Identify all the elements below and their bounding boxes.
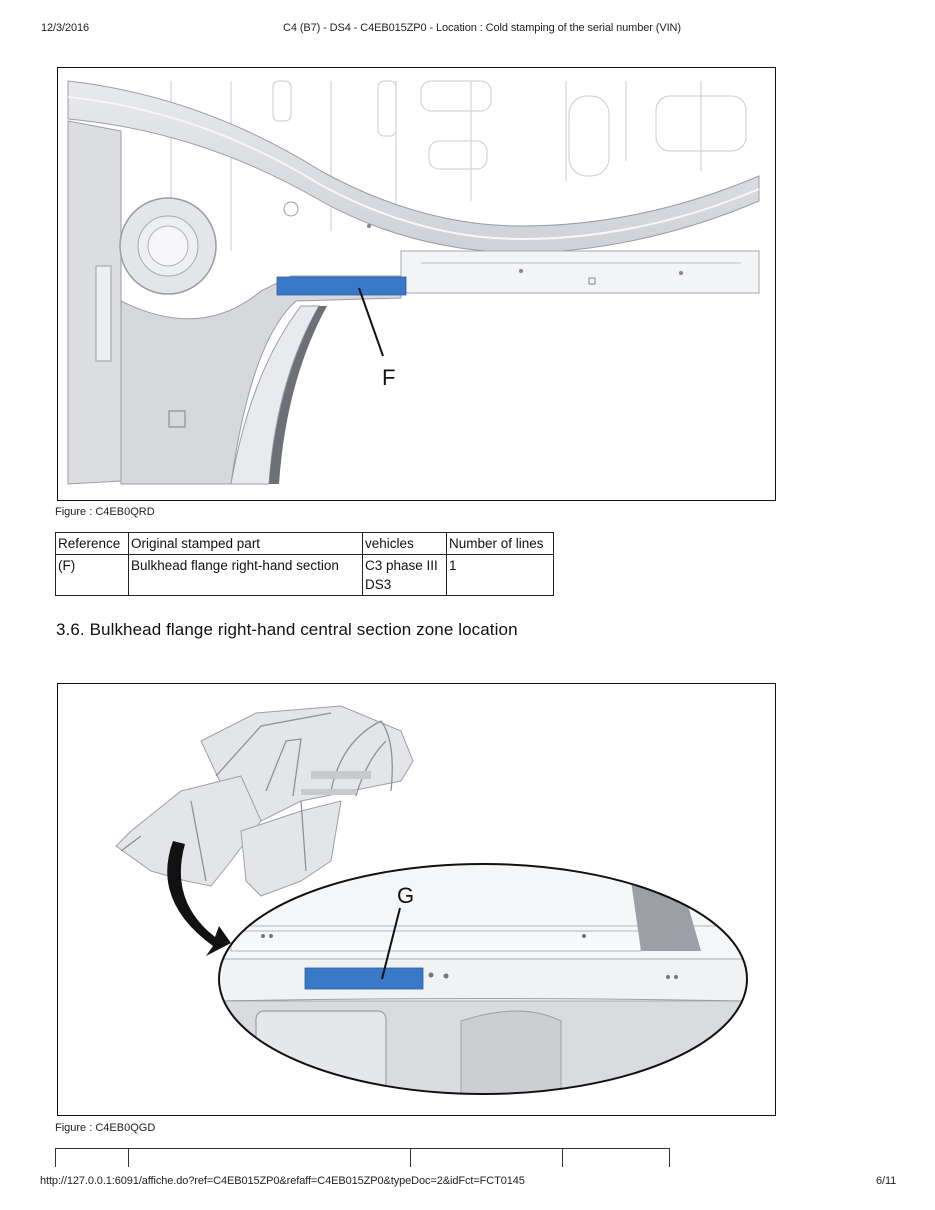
vehicle-line: DS3 — [365, 577, 392, 592]
header-lines: Number of lines — [447, 533, 554, 555]
header-vehicles: vehicles — [363, 533, 447, 555]
cell-lines: 1 — [447, 555, 554, 596]
cell-part: Bulkhead flange right-hand section — [129, 555, 363, 596]
figure-c4eb0qrd — [57, 67, 776, 501]
table-column-divider — [128, 1149, 129, 1167]
figure-caption-2: Figure : C4EB0QGD — [55, 1122, 156, 1134]
table-row — [56, 555, 554, 596]
table-column-divider — [562, 1149, 563, 1167]
header-reference: Reference — [56, 533, 129, 555]
page-number: 6/11 — [876, 1175, 897, 1187]
figure-caption-1: Figure : C4EB0QRD — [55, 506, 155, 518]
vehicle-body-drawing — [58, 684, 775, 1115]
callout-f-label: F — [382, 365, 396, 390]
reference-table — [55, 532, 554, 596]
continued-table — [55, 1148, 670, 1167]
section-heading: 3.6. Bulkhead flange right-hand central section zone location — [56, 620, 518, 639]
table-header-row — [56, 533, 554, 555]
vehicle-line: C3 phase III — [365, 558, 438, 573]
table-column-divider — [55, 1149, 56, 1167]
bulkhead-drawing — [58, 68, 775, 500]
table-column-divider — [669, 1149, 670, 1167]
cell-vehicles — [363, 555, 447, 596]
figure-c4eb0qgd — [57, 683, 776, 1116]
callout-g-label: G — [397, 883, 415, 908]
table-column-divider — [410, 1149, 411, 1167]
print-date: 12/3/2016 — [41, 22, 90, 34]
document-title: C4 (B7) - DS4 - C4EB015ZP0 - Location : Cold stamping of the serial number (VIN) — [283, 22, 681, 34]
header-part: Original stamped part — [129, 533, 363, 555]
page-url: http://127.0.0.1:6091/affiche.do?ref=C4EB015ZP0&refaff=C4EB015ZP0&typeDoc=2&idFct=FCT0145 — [40, 1175, 525, 1187]
cell-reference: (F) — [56, 555, 129, 596]
